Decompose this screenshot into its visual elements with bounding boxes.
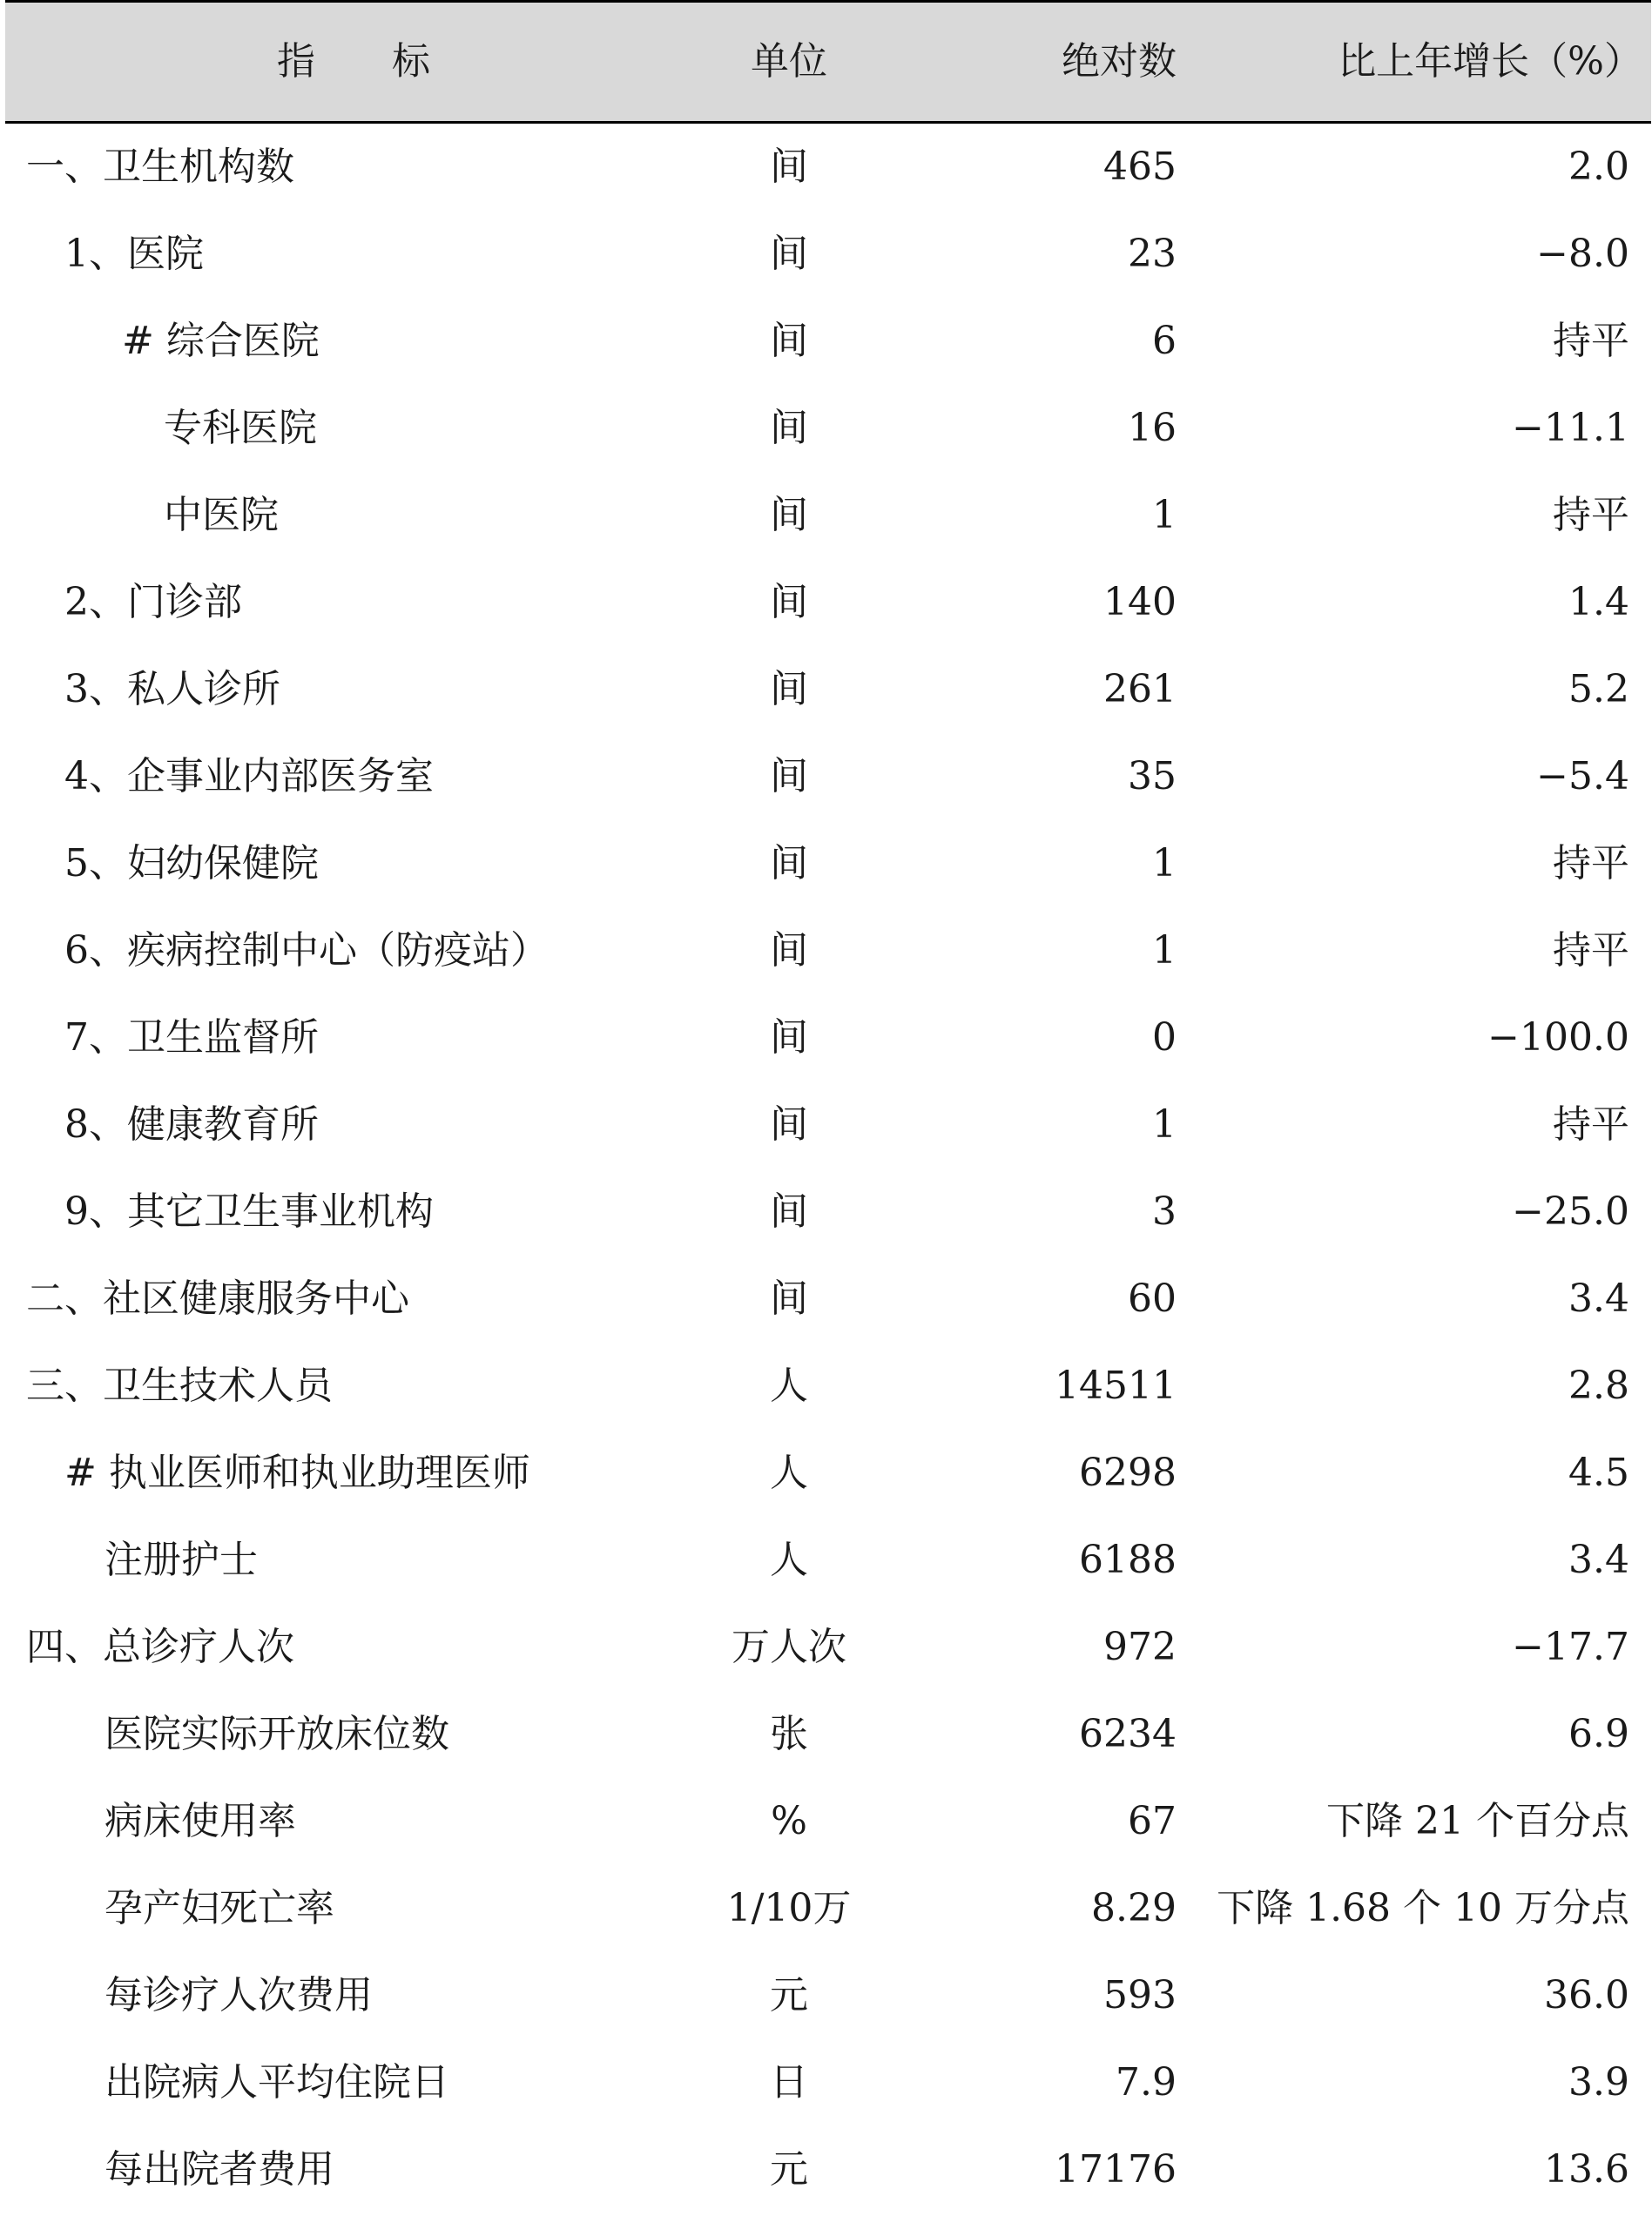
row-unit: % [771, 1799, 807, 1843]
row-absolute: 6188 [1079, 1538, 1177, 1582]
row-indicator: 每出院者费用 [105, 2147, 334, 2192]
header-unit: 单位 [751, 39, 827, 84]
table-row [5, 820, 1651, 907]
row-unit: 元 [770, 1973, 808, 2017]
row-absolute: 23 [1128, 232, 1177, 276]
table-row [5, 1430, 1651, 1517]
row-growth: −8.0 [1536, 232, 1629, 276]
table-row [5, 1343, 1651, 1430]
row-growth: 持平 [1553, 493, 1629, 537]
row-absolute: 261 [1103, 667, 1177, 711]
row-growth: 持平 [1553, 841, 1629, 886]
row-unit: 间 [770, 841, 808, 886]
table-row [5, 1865, 1651, 1952]
row-indicator: 医院实际开放床位数 [105, 1712, 449, 1756]
row-absolute: 6 [1152, 319, 1177, 363]
table-row [5, 385, 1651, 472]
row-indicator: 3、私人诊所 [64, 667, 280, 711]
row-indicator: 注册护士 [105, 1538, 258, 1582]
row-absolute: 6298 [1079, 1451, 1177, 1495]
row-growth: 2.8 [1568, 1364, 1629, 1408]
row-absolute: 6234 [1079, 1712, 1177, 1756]
row-absolute: 593 [1103, 1973, 1177, 2017]
row-unit: 张 [770, 1712, 808, 1756]
row-unit: 人 [770, 1451, 808, 1495]
row-growth: 5.2 [1568, 667, 1629, 711]
row-unit: 1/10万 [726, 1886, 852, 1930]
table-row [5, 2039, 1651, 2126]
row-indicator: 7、卫生监督所 [64, 1015, 319, 1060]
row-growth: 4.5 [1568, 1451, 1629, 1495]
row-absolute: 0 [1152, 1015, 1177, 1060]
row-absolute: 7.9 [1116, 2060, 1177, 2105]
row-unit: 间 [770, 754, 808, 798]
row-growth: 6.9 [1568, 1712, 1629, 1756]
row-indicator: 病床使用率 [105, 1799, 296, 1843]
table-row [5, 1256, 1651, 1343]
row-indicator: 四、总诊疗人次 [26, 1625, 294, 1669]
row-absolute: 60 [1128, 1276, 1177, 1321]
row-absolute: 17176 [1055, 2147, 1177, 2192]
table-row [5, 994, 1651, 1081]
row-indicator: 2、门诊部 [64, 580, 242, 624]
row-absolute: 16 [1128, 406, 1177, 450]
row-unit: 万人次 [732, 1625, 846, 1669]
row-growth: 3.4 [1568, 1538, 1629, 1582]
row-growth: 持平 [1553, 928, 1629, 973]
table-row [5, 907, 1651, 994]
header-indicator: 指 标 [277, 39, 430, 84]
table-body [5, 124, 1651, 2213]
row-indicator: 中医院 [164, 493, 279, 537]
header-absolute: 绝对数 [1062, 39, 1177, 84]
row-growth: −17.7 [1512, 1625, 1629, 1669]
row-unit: 日 [770, 2060, 808, 2105]
row-unit: 间 [770, 1189, 808, 1234]
row-absolute: 140 [1103, 580, 1177, 624]
row-indicator: 1、医院 [64, 232, 204, 276]
table-row [5, 1169, 1651, 1256]
statistics-table [5, 0, 1651, 2216]
row-indicator: 二、社区健康服务中心 [26, 1276, 409, 1321]
table-row [5, 1952, 1651, 2039]
row-growth: −25.0 [1512, 1189, 1629, 1234]
row-unit: 间 [770, 406, 808, 450]
row-indicator: 一、卫生机构数 [26, 145, 294, 189]
row-indicator: 每诊疗人次费用 [105, 1973, 373, 2017]
row-growth: 1.4 [1568, 580, 1629, 624]
row-indicator: 9、其它卫生事业机构 [64, 1189, 434, 1234]
row-indicator: 专科医院 [164, 406, 317, 450]
row-growth: −100.0 [1487, 1015, 1629, 1060]
table-row [5, 1081, 1651, 1169]
table-row [5, 472, 1651, 559]
row-indicator: # 执业医师和执业助理医师 [64, 1451, 530, 1495]
table-header [5, 0, 1651, 124]
row-absolute: 8.29 [1091, 1886, 1177, 1930]
header-growth: 比上年增长（%） [1338, 39, 1642, 84]
table-row [5, 298, 1651, 385]
row-indicator: 三、卫生技术人员 [26, 1364, 333, 1408]
table-row [5, 646, 1651, 733]
row-unit: 间 [770, 1102, 808, 1147]
row-unit: 间 [770, 319, 808, 363]
row-indicator: 出院病人平均住院日 [105, 2060, 449, 2105]
row-absolute: 1 [1152, 841, 1177, 886]
row-indicator: 4、企事业内部医务室 [64, 754, 434, 798]
row-indicator: 8、健康教育所 [64, 1102, 319, 1147]
row-indicator: 孕产妇死亡率 [105, 1886, 334, 1930]
row-unit: 人 [770, 1364, 808, 1408]
table-row [5, 124, 1651, 211]
row-indicator: # 综合医院 [122, 319, 320, 363]
row-unit: 间 [770, 580, 808, 624]
row-growth: 下降 21 个百分点 [1326, 1799, 1629, 1843]
row-unit: 间 [770, 667, 808, 711]
row-absolute: 1 [1152, 493, 1177, 537]
row-absolute: 1 [1152, 928, 1177, 973]
row-absolute: 3 [1152, 1189, 1177, 1234]
row-growth: 持平 [1553, 1102, 1629, 1147]
table-row [5, 2126, 1651, 2213]
row-unit: 间 [770, 1276, 808, 1321]
row-unit: 间 [770, 145, 808, 189]
table-row [5, 1778, 1651, 1865]
row-unit: 间 [770, 928, 808, 973]
table-row [5, 733, 1651, 820]
table-row [5, 1691, 1651, 1778]
table-row [5, 211, 1651, 298]
row-absolute: 465 [1103, 145, 1177, 189]
row-absolute: 1 [1152, 1102, 1177, 1147]
row-growth: 下降 1.68 个 10 万分点 [1217, 1886, 1629, 1930]
row-unit: 间 [770, 493, 808, 537]
row-unit: 元 [770, 2147, 808, 2192]
row-growth: −5.4 [1536, 754, 1629, 798]
row-absolute: 972 [1103, 1625, 1177, 1669]
table-row [5, 559, 1651, 646]
row-growth: −11.1 [1512, 406, 1629, 450]
row-absolute: 67 [1128, 1799, 1177, 1843]
row-unit: 间 [770, 1015, 808, 1060]
row-absolute: 35 [1128, 754, 1177, 798]
row-growth: 持平 [1553, 319, 1629, 363]
row-unit: 间 [770, 232, 808, 276]
table-row [5, 1604, 1651, 1691]
row-growth: 3.9 [1568, 2060, 1629, 2105]
row-growth: 2.0 [1568, 145, 1629, 189]
row-growth: 3.4 [1568, 1276, 1629, 1321]
row-indicator: 5、妇幼保健院 [64, 841, 319, 886]
row-indicator: 6、疾病控制中心（防疫站） [64, 928, 549, 973]
row-unit: 人 [770, 1538, 808, 1582]
row-growth: 13.6 [1544, 2147, 1629, 2192]
table-row [5, 1517, 1651, 1604]
row-absolute: 14511 [1055, 1364, 1177, 1408]
row-growth: 36.0 [1544, 1973, 1629, 2017]
